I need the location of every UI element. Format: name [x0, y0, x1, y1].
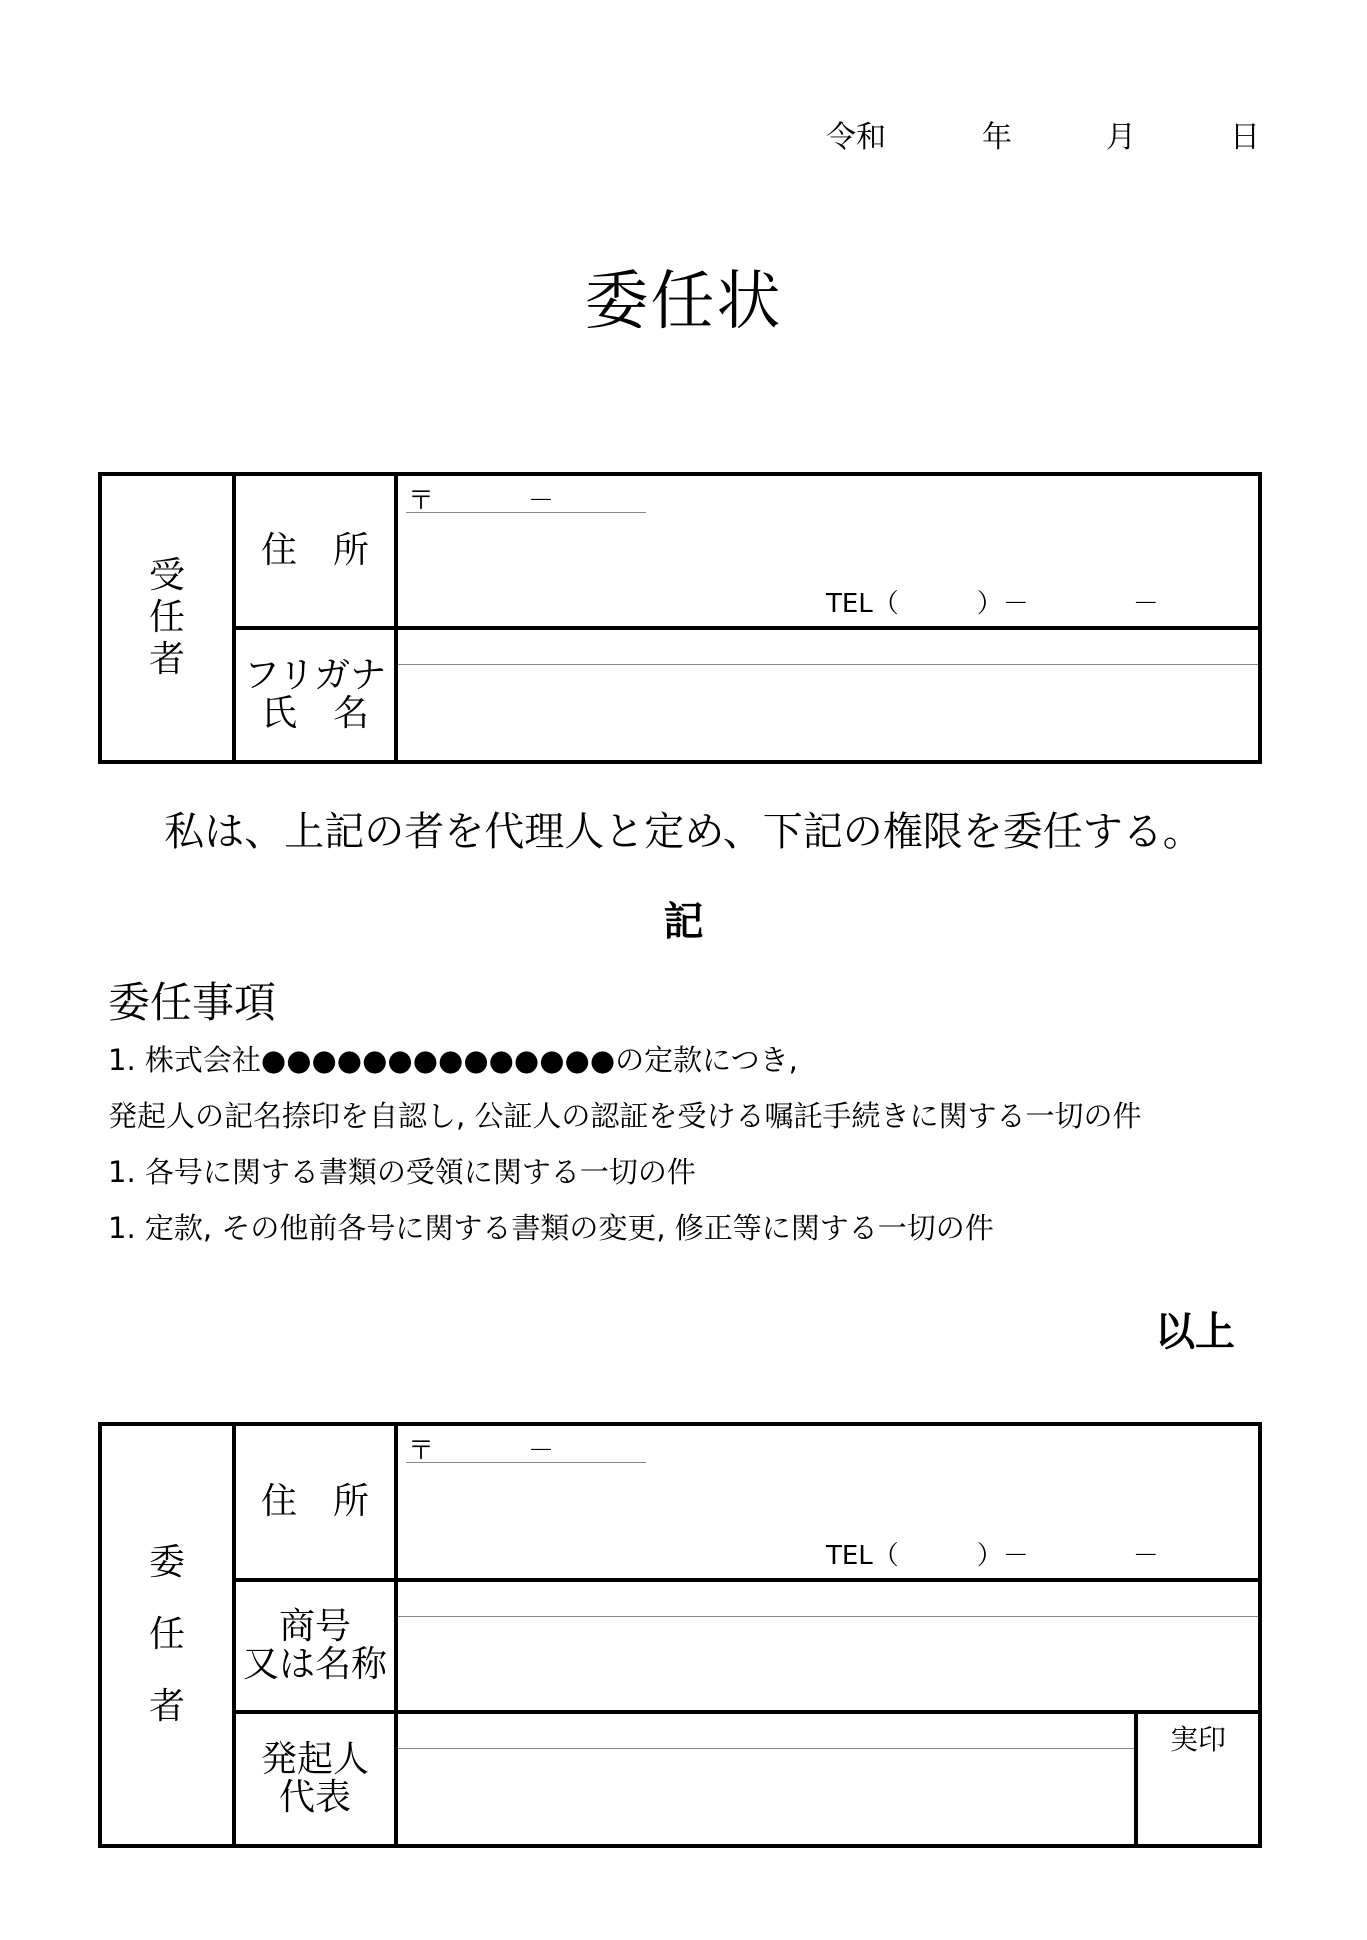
agent-postal-field[interactable] — [406, 480, 646, 516]
ki-heading: 記 — [663, 899, 704, 945]
principal-postal-field[interactable] — [406, 1430, 646, 1466]
postal-dash: － — [528, 1436, 555, 1466]
postal-mark: 〒 — [408, 486, 435, 516]
company-divider — [398, 1616, 1258, 1617]
furigana-divider — [398, 664, 1258, 665]
agent-address-label: 住 所 — [234, 474, 396, 628]
delegation-statement: 私は、上記の者を代理人と定め、下記の権限を委任する。 — [164, 809, 1203, 855]
postal-mark: 〒 — [408, 1436, 435, 1466]
document-title: 委任状 — [584, 265, 783, 339]
agent-address-field[interactable] — [396, 474, 1260, 628]
section-title: 委任事項 — [108, 978, 277, 1027]
company-name-label: 商号 又は名称 — [234, 1580, 396, 1712]
principal-side-label: 委 任 者 — [100, 1424, 234, 1846]
seal-label: 実印 — [1169, 1723, 1226, 1756]
delegation-item: 1. 各号に関する書類の受領に関する一切の件 — [108, 1155, 696, 1189]
agent-side-label: 受 任 者 — [100, 474, 234, 762]
date-month: 月 — [1106, 120, 1136, 155]
principal-tel: TEL（ ）－ － — [826, 1541, 1159, 1571]
promoter-label: 発起人 代表 — [234, 1712, 396, 1846]
delegation-item: 1. 定款, その他前各号に関する書類の変更, 修正等に関する一切の件 — [108, 1211, 994, 1245]
agent-name-label: フリガナ 氏 名 — [234, 628, 396, 762]
principal-box — [98, 1422, 1262, 1848]
delegation-item: 発起人の記名捺印を自認し, 公証人の認証を受ける嘱託手続きに関する一切の件 — [108, 1099, 1142, 1133]
ijo-closing: 以上 — [1155, 1309, 1235, 1355]
principal-address-field[interactable] — [396, 1424, 1260, 1580]
promoter-name-field[interactable] — [396, 1712, 1136, 1846]
company-name-field[interactable] — [396, 1580, 1260, 1712]
delegation-item: 1. 株式会社●●●●●●●●●●●●●●の定款につき, — [108, 1043, 798, 1077]
agent-box — [98, 472, 1262, 764]
date-day: 日 — [1230, 120, 1260, 155]
promoter-divider — [398, 1748, 1134, 1749]
principal-address-label: 住 所 — [234, 1424, 396, 1580]
agent-name-field[interactable] — [396, 628, 1260, 762]
date-era: 令和 — [826, 120, 886, 155]
seal-box[interactable] — [1136, 1712, 1260, 1846]
date-year: 年 — [982, 120, 1012, 155]
postal-dash: － — [528, 486, 555, 516]
agent-tel: TEL（ ）－ － — [826, 589, 1159, 619]
